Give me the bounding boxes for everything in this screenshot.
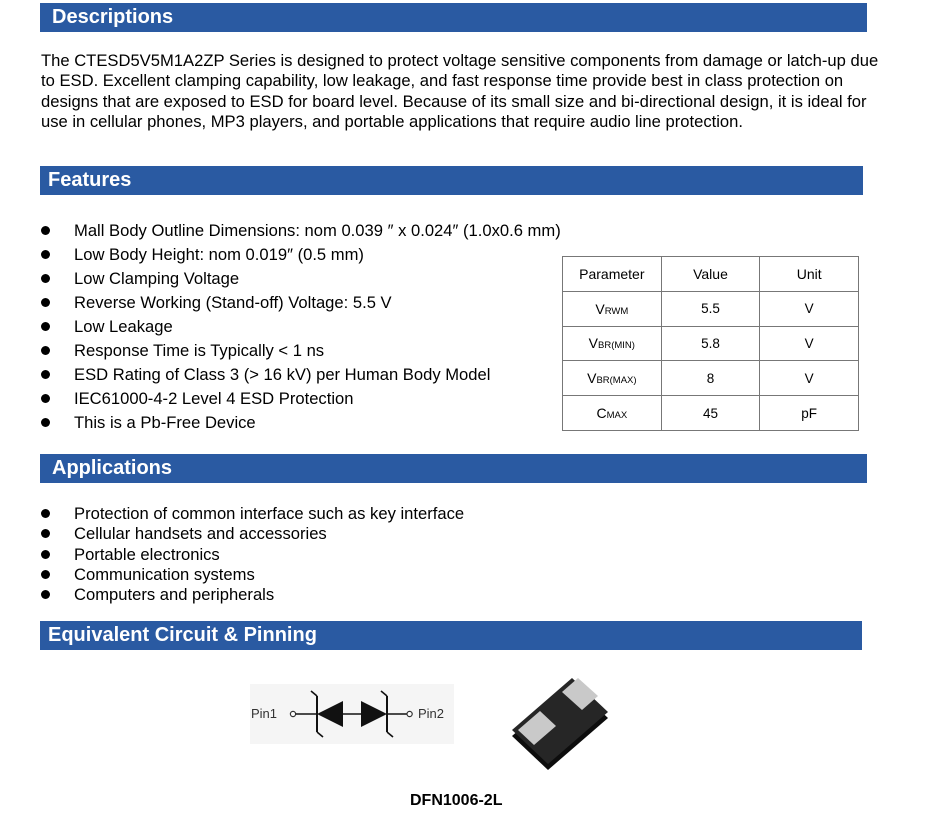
pin2-label: Pin2 bbox=[418, 706, 445, 721]
application-text: Protection of common interface such as key interface bbox=[74, 504, 465, 523]
table-row bbox=[563, 326, 859, 361]
feature-text: ESD Rating of Class 3 (> 16 kV) per Human Body Model bbox=[74, 365, 491, 384]
header-value: Value bbox=[661, 257, 760, 292]
application-text: Communication systems bbox=[74, 564, 255, 584]
dfn-package-illustration bbox=[508, 678, 612, 770]
package-top bbox=[512, 678, 608, 764]
application-item bbox=[0, 585, 464, 605]
feature-item bbox=[0, 291, 561, 315]
feature-text: Response Time is Typically < 1 ns bbox=[74, 341, 325, 360]
header-parameter: Parameter bbox=[563, 257, 662, 292]
section-header-circuit: Equivalent Circuit & Pinning bbox=[40, 621, 862, 650]
bullet-icon bbox=[41, 274, 50, 283]
description-paragraph: The CTESD5V5M1A2ZP Series is designed to protect voltage sensitive components from damage or latch-up due to ESD. Excellent clamping capability, low leakage, and fast response time provide best in class protection on designs that are exposed to ESD for board level. Because of its small size and bi-directional design, it is ideal for use in cellular phones, MP3 players, and portable applications that require audio line protection. bbox=[41, 51, 879, 132]
param-unit: V bbox=[760, 361, 859, 396]
bullet-icon bbox=[41, 394, 50, 403]
bullet-icon bbox=[41, 570, 50, 579]
bullet-icon bbox=[41, 322, 50, 331]
application-text: Computers and peripherals bbox=[74, 585, 275, 605]
section-header-applications: Applications bbox=[40, 454, 867, 483]
param-unit: V bbox=[760, 291, 859, 326]
pin1-terminal bbox=[290, 711, 295, 716]
bullet-icon bbox=[41, 250, 50, 259]
feature-text: Low Clamping Voltage bbox=[74, 269, 240, 288]
header-unit: Unit bbox=[760, 257, 859, 292]
application-item bbox=[0, 545, 464, 565]
feature-item bbox=[0, 243, 561, 267]
feature-text: IEC61000-4-2 Level 4 ESD Protection bbox=[74, 389, 354, 408]
param-symbol: VBR(MIN) bbox=[563, 326, 662, 361]
application-item bbox=[0, 504, 464, 524]
feature-item bbox=[0, 315, 561, 339]
feature-text: This is a Pb-Free Device bbox=[74, 413, 256, 432]
table-row bbox=[563, 396, 859, 431]
feature-item bbox=[0, 339, 561, 363]
bullet-icon bbox=[41, 226, 50, 235]
package-caption: DFN1006-2L bbox=[410, 792, 503, 809]
section-header-descriptions: Descriptions bbox=[40, 3, 867, 32]
parameter-table bbox=[562, 256, 859, 431]
param-unit: V bbox=[760, 326, 859, 361]
param-value: 45 bbox=[661, 396, 760, 431]
param-symbol: CMAX bbox=[563, 396, 662, 431]
param-value: 5.5 bbox=[661, 291, 760, 326]
param-symbol: VBR(MAX) bbox=[563, 361, 662, 396]
bullet-icon bbox=[41, 590, 50, 599]
param-symbol: VRWM bbox=[563, 291, 662, 326]
feature-item bbox=[0, 387, 561, 411]
pin2-terminal bbox=[407, 711, 412, 716]
zener-wing bbox=[311, 691, 317, 696]
applications-list bbox=[0, 504, 464, 605]
diode-triangle-left bbox=[317, 701, 343, 727]
feature-text: Mall Body Outline Dimensions: nom 0.039 ″ x 0.024″ (1.0x0.6 mm) bbox=[74, 221, 561, 240]
application-text: Cellular handsets and accessories bbox=[74, 524, 327, 544]
param-value: 5.8 bbox=[661, 326, 760, 361]
pin1-label: Pin1 bbox=[251, 706, 278, 721]
feature-item bbox=[0, 363, 561, 387]
feature-item bbox=[0, 219, 561, 243]
zener-wing bbox=[387, 732, 393, 737]
zener-wing bbox=[381, 691, 387, 696]
application-text: Portable electronics bbox=[74, 544, 220, 564]
section-header-features: Features bbox=[40, 166, 863, 195]
bullet-icon bbox=[41, 346, 50, 355]
bidirectional-diode-schematic bbox=[250, 684, 454, 744]
bullet-icon bbox=[41, 550, 50, 559]
feature-item bbox=[0, 267, 561, 291]
features-list bbox=[0, 219, 561, 435]
feature-text: Low Leakage bbox=[74, 317, 173, 336]
feature-text: Reverse Working (Stand-off) Voltage: 5.5 V bbox=[74, 293, 392, 312]
bullet-icon bbox=[41, 418, 50, 427]
table-row bbox=[563, 361, 859, 396]
feature-item bbox=[0, 411, 561, 435]
bullet-icon bbox=[41, 529, 50, 538]
bullet-icon bbox=[41, 509, 50, 518]
diode-triangle-right bbox=[361, 701, 387, 727]
feature-text: Low Body Height: nom 0.019″ (0.5 mm) bbox=[74, 245, 364, 264]
bullet-icon bbox=[41, 370, 50, 379]
bullet-icon bbox=[41, 298, 50, 307]
application-item bbox=[0, 565, 464, 585]
table-header-row bbox=[563, 257, 859, 292]
zener-wing bbox=[317, 732, 323, 737]
table-row bbox=[563, 291, 859, 326]
param-value: 8 bbox=[661, 361, 760, 396]
param-unit: pF bbox=[760, 396, 859, 431]
application-item bbox=[0, 524, 464, 544]
